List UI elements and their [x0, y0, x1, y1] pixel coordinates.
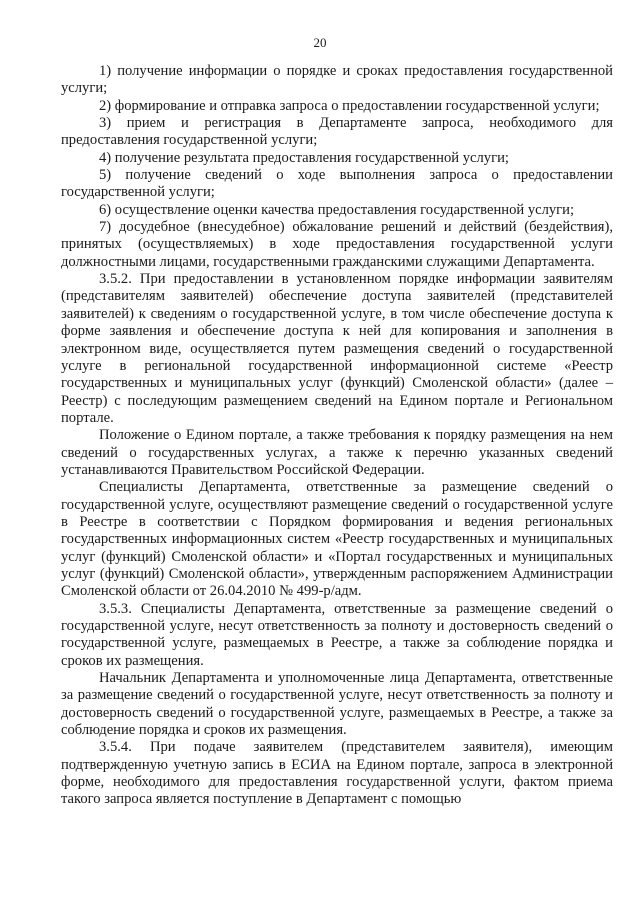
list-item-3: 3) прием и регистрация в Департаменте запроса, необходимого для предоставления государственной услуги;: [61, 115, 613, 149]
list-item-1: 1) получение информации о порядке и сроках предоставления государственной услуги;: [61, 63, 613, 97]
list-item-4: 4) получение результата предоставления государственной услуги;: [99, 149, 509, 166]
page-number: 20: [313, 35, 327, 50]
list-item-5: 5) получение сведений о ходе выполнения запроса о предоставлении государственной услуги;: [61, 167, 613, 201]
section-3-5-3: 3.5.3. Специалисты Департамента, ответственные за размещение сведений о государственной услуге, несут ответственность за полноту и достоверность сведений о государственной услуге, размещаемых в Реестре, а также за соблюдение порядка и сроков их размещения.: [61, 600, 613, 669]
list-item-6: 6) осуществление оценки качества предоставления государственной услуги;: [99, 201, 575, 218]
paragraph-head-of-department: Начальник Департамента и уполномоченные лица Департамента, ответственные за размещение сведений о государственной услуге, несут ответственность за полноту и достоверность сведений о государственной услуге, размещаемых в Реестре, а также за соблюдение порядка и сроков их размещения.: [61, 670, 613, 739]
paragraph-specialists: Специалисты Департамента, ответственные за размещение сведений о государственной услуге, осуществляют размещение сведений о государственной услуге в Реестре в соответствии с Порядком формирования и ведения региональных государственных информационных систем «Реестр государственных и муниципальных услуг (функций) Смоленской области» и «Портал государственных и муниципальных услуг (функций) Смоленской области», утвержденным распоряжением Администрации Смоленской области от 26.04.2010 № 499-р/адм.: [61, 479, 613, 600]
section-3-5-2: 3.5.2. При предоставлении в установленном порядке информации заявителям (представителям заявителей) обеспечение доступа заявителей (представителей заявителей) к сведениям о государственной услуге, в том числе обеспечение доступа к форме заявления и обеспечение доступа к ней для копирования и заполнения в электронном виде, осуществляется путем размещения сведений о государственной услуге в региональной государственной информационной системе «Реестр государственных и муниципальных услуг (функций) Смоленской области» (далее – Реестр) с последующим размещением сведений на Едином портале и Региональном портале.: [61, 271, 613, 426]
list-item-7: 7) досудебное (внесудебное) обжалование решений и действий (бездействия), принятых (осуществляемых) в ходе предоставления государственной услуги должностными лицами, государственными гражданскими служащими Департамента.: [61, 219, 613, 270]
document-body: [61, 63, 613, 809]
paragraph-unified-portal: Положение о Едином портале, а также требования к порядку размещения на нем сведений о государственных услугах, а также к перечню указанных сведений устанавливаются Правительством Российской Федерации.: [61, 427, 613, 478]
list-item-2: 2) формирование и отправка запроса о предоставлении государственной услуги;: [99, 97, 600, 114]
section-3-5-4: 3.5.4. При подаче заявителем (представителем заявителя), имеющим подтвержденную учетную запись в ЕСИА на Едином портале, запроса в электронной форме, необходимого для предоставления государственной услуги, фактом приема такого запроса является поступление в Департамент с помощью: [61, 739, 613, 808]
